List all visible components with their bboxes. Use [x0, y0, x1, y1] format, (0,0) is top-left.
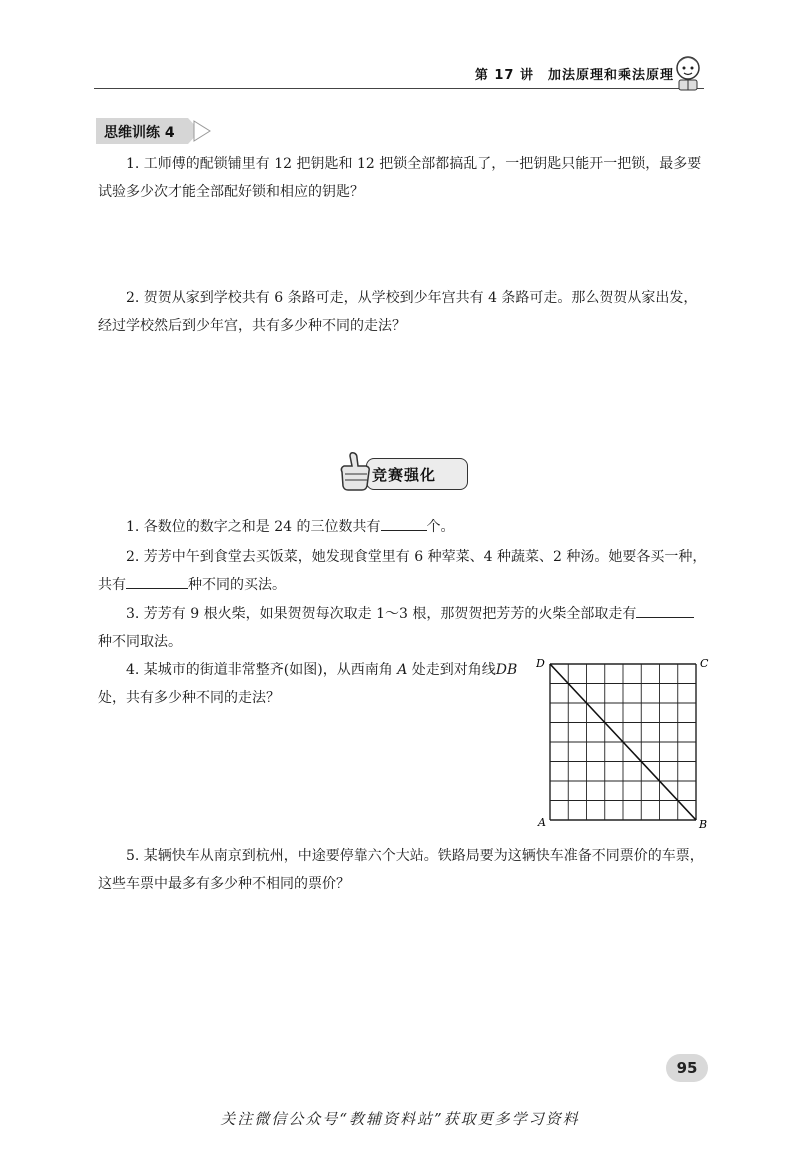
training-question-2: 2. 贺贺从家到学校共有 6 条路可走，从学校到少年宫共有 4 条路可走。那么贺贺从家出发，经过学校然后到少年宫，共有多少种不同的走法？ [98, 290, 698, 334]
cq2-text-a: 2. 芳芳中午到食堂去买饭菜，她发现食堂里有 6 种荤菜、4 种蔬菜、2 种汤。她要各买一种，共有 [98, 549, 707, 593]
cq4-text-c: 处，共有多少种不同的走法？ [98, 690, 280, 706]
cq1-text-b: 个。 [426, 519, 455, 535]
competition-question-4 [98, 656, 518, 712]
page-header [0, 52, 800, 112]
competition-banner [336, 450, 476, 496]
thumbs-up-icon [336, 450, 376, 496]
competition-question-2 [98, 543, 708, 599]
answer-blank-3[interactable] [636, 601, 694, 618]
header-rule [94, 88, 704, 89]
answer-blank-2[interactable] [126, 572, 188, 589]
competition-question-1 [98, 513, 708, 541]
cq4-line-db: DB [495, 662, 518, 678]
cq4-point-a: A [397, 662, 408, 678]
corner-label-c: C [700, 657, 709, 670]
corner-label-b: B [699, 818, 708, 831]
cq1-text-a: 1. 各数位的数字之和是 24 的三位数共有 [126, 519, 381, 535]
section-title: 思维训练 4 [104, 125, 175, 141]
section-tab [96, 118, 236, 144]
competition-question-3 [98, 600, 708, 656]
cq3-text-a: 3. 芳芳有 9 根火柴，如果贺贺每次取走 1～3 根，那贺贺把芳芳的火柴全部取走有 [126, 606, 637, 622]
cq3-text-b: 种不同取法。 [98, 634, 182, 650]
training-question-1: 1. 工师傅的配锁铺里有 12 把钥匙和 12 把锁全部都搞乱了，一把钥匙只能开一把锁，最多要试验多少次才能全部配好锁和相应的钥匙？ [98, 156, 702, 200]
street-grid [536, 654, 716, 832]
corner-label-a: A [538, 816, 546, 829]
competition-question-5: 5. 某辆快车从南京到杭州，中途要停靠六个大站。铁路局要为这辆快车准备不同票价的车票，这些车票中最多有多少种不相同的票价？ [98, 848, 704, 892]
cq4-text-a: 4. 某城市的街道非常整齐(如图)，从西南角 [126, 662, 393, 678]
mascot-icon [670, 52, 706, 94]
street-grid-figure [536, 654, 716, 832]
cq4-text-b: 处走到对角线 [411, 662, 496, 678]
corner-label-d: D [536, 657, 545, 670]
competition-title: 竞赛强化 [372, 466, 437, 484]
answer-blank-1[interactable] [381, 514, 427, 531]
cq2-text-b: 种不同的买法。 [188, 577, 286, 593]
page-number: 95 [666, 1054, 708, 1082]
chapter-title: 第 17 讲 加法原理和乘法原理 [474, 68, 674, 83]
footer-note: 关注微信公众号“教辅资料站”获取更多学习资料 [220, 1110, 580, 1128]
